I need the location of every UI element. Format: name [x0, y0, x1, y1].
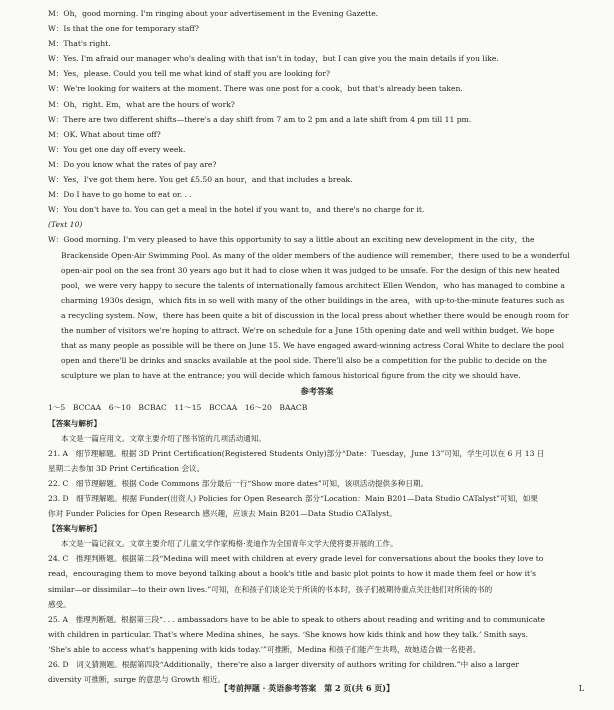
dialogue-line: W：We're looking for waiters at the moment. There was one post for a cook，but that's already been taken. — [48, 84, 463, 94]
answer-26-cont: diversity 可推断，surge 的意思与 Growth 相近。 — [48, 675, 226, 685]
answers-title: 参考答案 — [300, 386, 334, 397]
dialogue-line: M：That's right. — [48, 39, 111, 49]
answer-key: 1～5 BCCAA 6～10 BCBAC 11～15 BCCAA 16～20 BAACB — [48, 403, 308, 413]
answer-26: 26. D 词义猜测题。根据第四段“Additionally，there're also a larger diversity of authors writing for children.”中 also a larger — [48, 660, 519, 670]
answer-24-cont: similar—or dissimilar—to their own lives.”可知，在和孩子们谈论关于所读的书本时，孩子们被期待重点关注他们对所读的书的 — [48, 584, 493, 594]
page-footer: 【考前押题 · 英语参考答案 第 2 页(共 6 页)】 — [219, 683, 395, 693]
text10-line: that as many people as possible will be there on June 15. We have engaged award-winning actress Coral White to declare the pool — [61, 341, 565, 351]
passage-a-intro: 本文是一篇应用文。文章主要介绍了图书馆的几项活动通知。 — [61, 433, 267, 443]
dialogue-line: W：Yes. I'm afraid our manager who's dealing with that isn't in today，but I can give you the main details if you like. — [48, 54, 499, 64]
answer-24-cont: read，encouraging them to move beyond talking about a book's title and basic plot points to how it made them feel or how it's — [48, 569, 537, 579]
answer-24-cont: 感受。 — [48, 599, 71, 609]
text10-line: the number of visitors we're hoping to attract. We're on schedule for a June 15th opening date and well within budget. We hope — [61, 325, 555, 335]
section-tag: 【答案与解析】 — [48, 418, 102, 428]
dialogue-line: M：OK. What about time off? — [48, 129, 161, 139]
text10-line: pool，we were very happy to secure the talents of internationally famous architect Ellen Wendon，who has managed to combine a — [61, 280, 565, 290]
text10-line: a recycling system. Now，there has been quite a bit of discussion in the local press about whether there would be enough room for — [61, 310, 569, 320]
text10-line: open-air pool on the sea front 30 years ago but it had to close when it was judged to be unsafe. For the design of this new heated — [61, 265, 560, 275]
passage-b-intro: 本文是一篇记叙文。文章主要介绍了儿童文学作家梅格·麦迪作为全国青年文学大使将要开展的工作。 — [61, 539, 398, 549]
dialogue-line: M：Do you know what the rates of pay are? — [48, 159, 217, 169]
dialogue-line: W：Yes，I've got them here. You get £5.50 an hour，and that includes a break. — [48, 175, 353, 185]
answer-24: 24. C 推理判断题。根据第二段“Medina will meet with children at every grade level for conversations about the books they love to — [48, 554, 544, 564]
answer-21-cont: 星期二去参加 3D Print Certification 会议。 — [48, 463, 205, 473]
answer-25-cont: ‘She's able to access what's happening with kids today.’”可推断，Medina 和孩子们能产生共鸣，故她适合做一名使者。 — [48, 644, 481, 654]
dialogue-line: W：You get one day off every week. — [48, 144, 186, 154]
dialogue — [48, 6, 586, 217]
text10-line: Brackenside Open-Air Swimming Pool. As many of the older members of the audience will remember，there used to be a wonderful — [61, 250, 570, 260]
text10-monologue — [48, 232, 586, 383]
dialogue-line: M：Oh，good morning. I'm ringing about your advertisement in the Evening Gazette. — [48, 9, 379, 18]
text10-label: (Text 10) — [48, 220, 83, 230]
dialogue-line: W：You don't have to. You can get a meal in the hotel if you want to，and there's no charge for it. — [48, 205, 425, 215]
dialogue-line: M：Yes，please. Could you tell me what kind of staff you are looking for? — [48, 69, 331, 79]
dialogue-line: W：Is that the one for temporary staff? — [48, 24, 199, 34]
answer-25-cont: with children in particular. That's where Medina shines，he says. ‘She knows how kids think and how they talk.’ Smith says. — [48, 629, 529, 639]
page-number: L — [578, 684, 584, 693]
text10-line: open and there'll be drinks and snacks available at the pool side. There'll also be a competition for the public to decide on the — [61, 356, 547, 366]
answer-25: 25. A 推理判断题。根据第三段“. . . ambassadors have to be able to speak to others about reading and writing and to communicate — [48, 614, 546, 624]
text10-line: W：Good morning. I'm very pleased to have this opportunity to say a little about an exciting new development in the city，the — [48, 235, 535, 245]
dialogue-line: W：There are two different shifts—there's a day shift from 7 am to 2 pm and a late shift from 4 pm till 11 pm. — [48, 114, 472, 124]
dialogue-line: M：Do I have to go home to eat or. . . — [48, 190, 192, 200]
answer-23: 23. D 细节理解题。根据 Funder(出资人) Policies for Open Research 部分“Location：Main B201—Data Studio CATalyst”可知，如果 — [48, 494, 538, 503]
text10-line: sculpture we plan to have at the entrance; you will decide which famous historical figure from the city we should have. — [61, 371, 521, 381]
answer-23-cont: 你对 Funder Policies for Open Research 感兴趣，应该去 Main B201—Data Studio CATalyst。 — [48, 509, 397, 519]
section-tag: 【答案与解析】 — [48, 524, 102, 534]
answer-21: 21. A 细节理解题。根据 3D Print Certification(Registered Students Only)部分“Date：Tuesday，June 13”可知，学生可以在 6 月 13 日 — [48, 448, 545, 458]
text10-line: charming 1930s design，which fits in so well with many of the other buildings in the area，with up-to-the-minute features such as — [61, 295, 565, 305]
dialogue-line: M：Oh，right. Em，what are the hours of work? — [48, 99, 235, 109]
answer-22: 22. C 细节理解题。根据 Code Commons 部分最后一行“Show more dates”可知，该项活动提供多种日期。 — [48, 478, 429, 488]
